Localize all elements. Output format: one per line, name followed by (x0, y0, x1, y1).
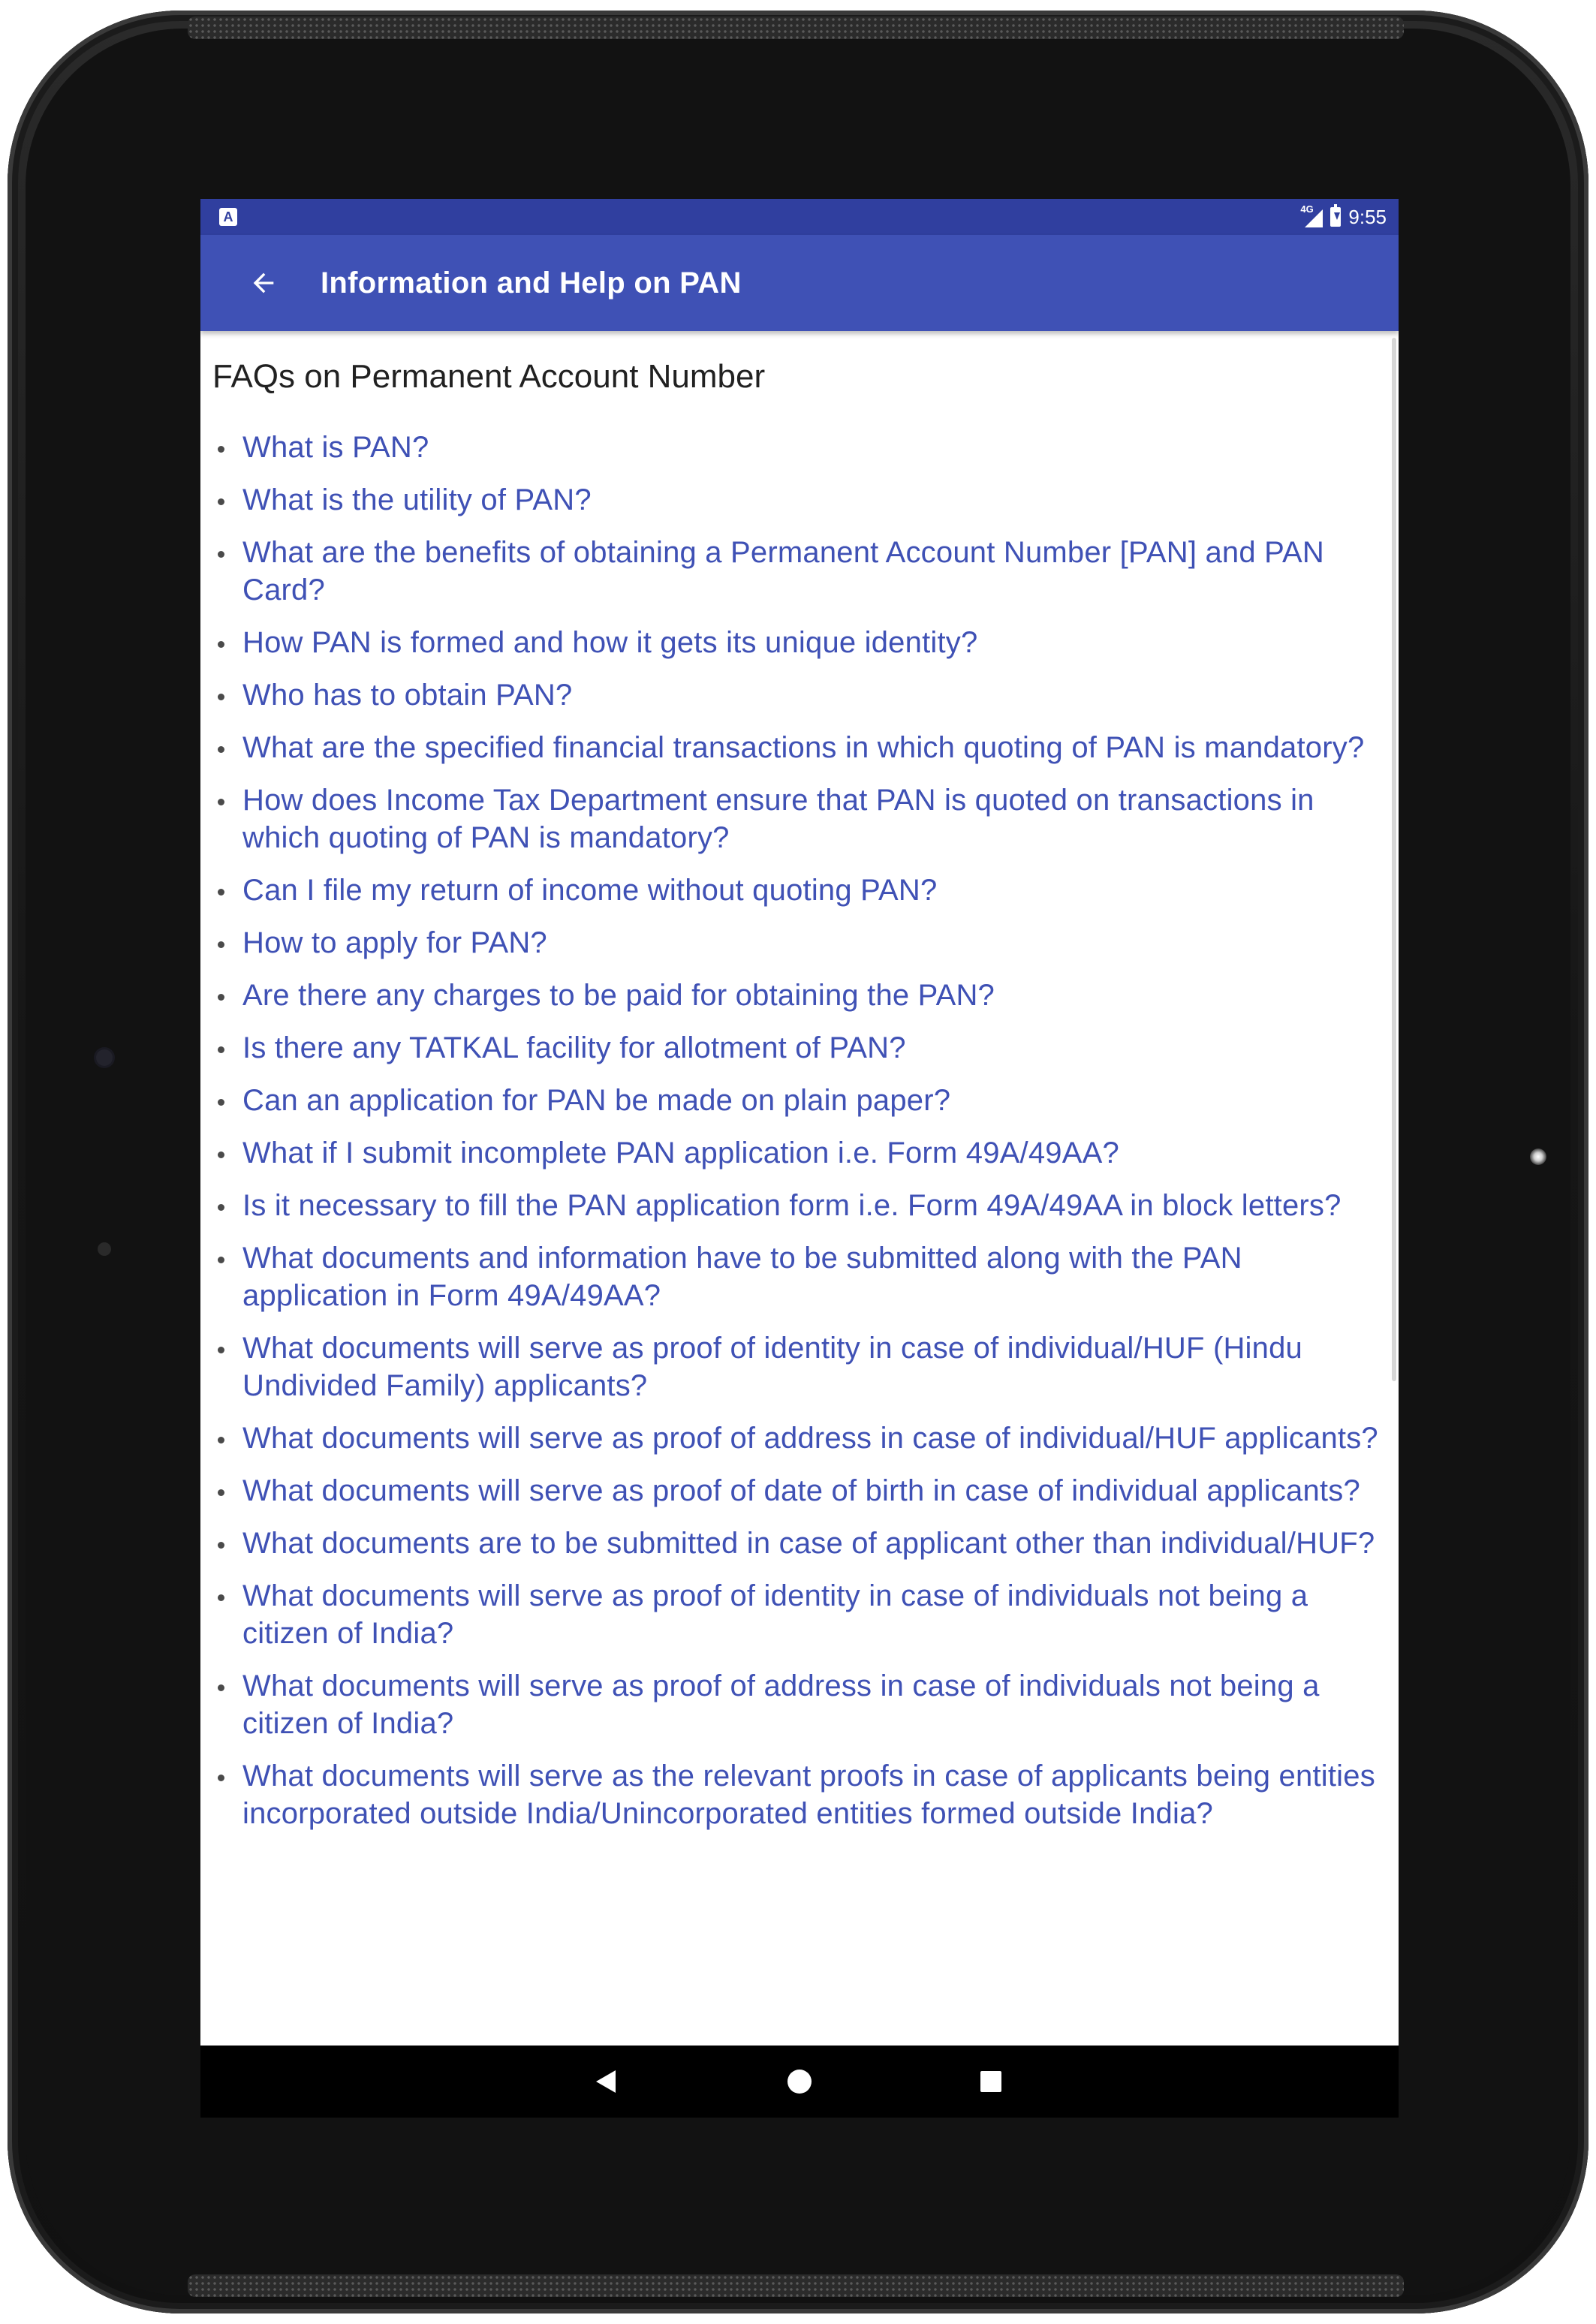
faq-list-item (200, 1667, 1387, 1742)
nav-home-button[interactable] (754, 2046, 845, 2118)
status-indicators (1300, 199, 1387, 235)
status-bar (200, 199, 1399, 235)
top-speaker-grille (188, 17, 1404, 39)
faq-list-item (200, 781, 1387, 856)
faq-list-item (200, 1134, 1387, 1172)
faq-link[interactable]: What documents will serve as the relevant proofs in case of applicants being entities incorporated outside India/Unincorporated entities formed outside India? (242, 1760, 1375, 1830)
faq-link[interactable]: What is the utility of PAN? (242, 483, 592, 516)
faq-link[interactable]: What documents will serve as proof of identity in case of individuals not being a citizen of India? (242, 1579, 1308, 1650)
faq-link[interactable]: What is PAN? (242, 431, 429, 464)
navigation-bar (200, 2046, 1399, 2118)
battery-icon (1330, 207, 1341, 227)
front-camera-icon (96, 1049, 113, 1066)
sensor-icon (98, 1242, 111, 1256)
faq-list-item (200, 429, 1387, 466)
faq-link[interactable]: What documents and information have to be submitted along with the PAN application in Form 49A/49AA? (242, 1242, 1242, 1312)
nav-back-button[interactable] (561, 2046, 651, 2118)
device-screen (200, 199, 1399, 2118)
faq-link[interactable]: Who has to obtain PAN? (242, 679, 573, 712)
faq-list-item (200, 1419, 1387, 1457)
light-sensor-icon (1530, 1148, 1546, 1165)
faq-link[interactable]: What documents will serve as proof of identity in case of individual/HUF (Hindu Undivided Family) applicants? (242, 1332, 1302, 1402)
faq-link[interactable]: What documents will serve as proof of address in case of individual/HUF applicants? (242, 1422, 1378, 1455)
faq-list-item (200, 924, 1387, 962)
faq-link[interactable]: What documents are to be submitted in case of applicant other than individual/HUF? (242, 1527, 1375, 1560)
faq-list-item (200, 1082, 1387, 1119)
nav-recents-button[interactable] (946, 2046, 1036, 2118)
faq-link[interactable]: How does Income Tax Department ensure that PAN is quoted on transactions in which quoting of PAN is mandatory? (242, 784, 1314, 854)
faq-link[interactable]: How PAN is formed and how it gets its unique identity? (242, 626, 978, 659)
faq-list-item (200, 872, 1387, 909)
faq-link[interactable]: What are the benefits of obtaining a Permanent Account Number [PAN] and PAN Card? (242, 536, 1324, 607)
faq-link[interactable]: What are the specified financial transactions in which quoting of PAN is mandatory? (242, 731, 1365, 764)
network-type: 4G (1300, 203, 1314, 215)
back-button[interactable] (233, 253, 294, 313)
nav-back-icon (596, 2070, 616, 2093)
faq-list-item (200, 676, 1387, 714)
faq-link[interactable]: Can an application for PAN be made on plain paper? (242, 1084, 951, 1117)
faq-list-item (200, 534, 1387, 609)
faq-link[interactable]: What documents will serve as proof of address in case of individuals not being a citizen of India? (242, 1669, 1320, 1740)
faq-list-item (200, 481, 1387, 519)
nav-home-icon (787, 2070, 812, 2094)
faq-content[interactable] (200, 331, 1399, 2046)
scrollbar[interactable] (1392, 338, 1396, 1381)
faq-list-item (200, 1472, 1387, 1510)
faq-link[interactable]: Is there any TATKAL facility for allotment of PAN? (242, 1031, 906, 1064)
faq-link[interactable]: Are there any charges to be paid for obtaining the PAN? (242, 979, 995, 1012)
faq-list-item (200, 624, 1387, 661)
faq-list-item (200, 977, 1387, 1014)
faq-list-item (200, 1329, 1387, 1404)
page-title: FAQs on Permanent Account Number (212, 358, 766, 395)
app-title: Information and Help on PAN (321, 266, 742, 300)
faq-link[interactable]: What if I submit incomplete PAN application i.e. Form 49A/49AA? (242, 1136, 1119, 1170)
faq-list-item (200, 1029, 1387, 1067)
faq-list-item (200, 729, 1387, 766)
signal-icon (1300, 203, 1323, 227)
app-bar (200, 235, 1399, 331)
faq-link[interactable]: Is it necessary to fill the PAN application form i.e. Form 49A/49AA in block letters? (242, 1189, 1342, 1222)
faq-link[interactable]: How to apply for PAN? (242, 926, 547, 959)
faq-link[interactable]: What documents will serve as proof of date of birth in case of individual applicants? (242, 1474, 1360, 1507)
bottom-speaker-grille (188, 2274, 1404, 2297)
faq-list-item (200, 1187, 1387, 1224)
arrow-left-icon (248, 268, 279, 298)
faq-link[interactable]: Can I file my return of income without quoting PAN? (242, 874, 938, 907)
faq-list-item (200, 1239, 1387, 1314)
app-notification-icon: A (219, 208, 237, 226)
status-time: 9:55 (1348, 205, 1387, 228)
faq-list (200, 429, 1387, 1847)
faq-list-item (200, 1577, 1387, 1652)
nav-recents-icon (980, 2071, 1001, 2092)
faq-list-item (200, 1757, 1387, 1832)
faq-list-item (200, 1525, 1387, 1562)
